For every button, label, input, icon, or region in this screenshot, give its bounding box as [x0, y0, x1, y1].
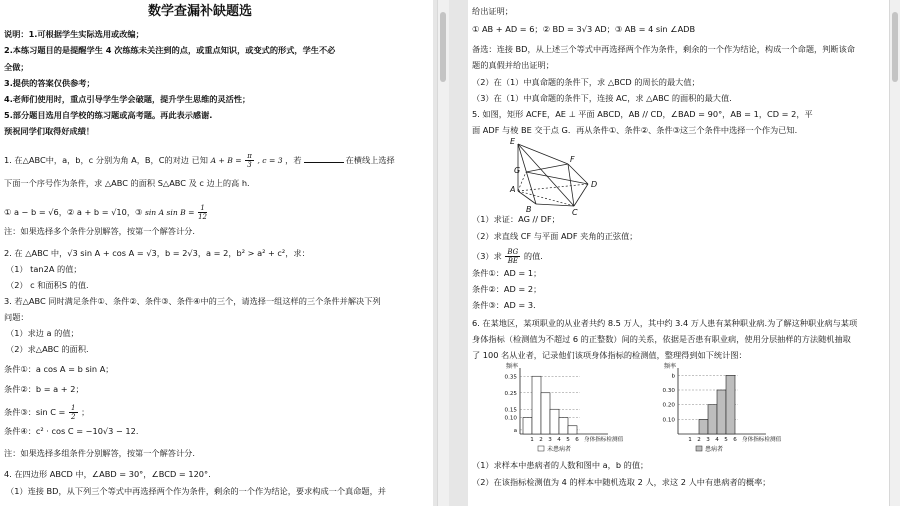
edge-ac — [518, 191, 574, 206]
q1-fraction — [245, 152, 254, 169]
q5-sub3-pre: （3）求 — [472, 251, 502, 261]
question-2: 2. 在 △ABC 中，√3 sin A + cos A = √3，b = 2√3，a = 2，b² > a² + c²，求： — [4, 248, 310, 258]
edge-ad — [518, 184, 588, 191]
legend-label: 未患病者 — [547, 446, 572, 453]
geometry-figure — [496, 136, 611, 216]
edge-ef — [518, 144, 568, 164]
note-line: 说明：1.可根据学生实际选用或改编； — [4, 29, 144, 39]
q6-sub1: （1）求样本中患病者的人数和图中 a，b 的值； — [472, 460, 649, 470]
document-page-right — [468, 0, 900, 506]
page-title: 数学查漏补缺题选 — [148, 4, 253, 19]
x-tick-label: 2 — [697, 437, 701, 443]
r-line: （3）在（1）中真命题的条件下，连接 AC，求 △ABC 的面积的最大值. — [472, 93, 732, 103]
q6-line3: 了 100 名从业者，记录他们该项身体指标的检测值，整理得到如下统计图： — [472, 350, 747, 360]
q3-c3-den: 2 — [71, 413, 76, 421]
q1-tail: 在横线上选择 — [345, 155, 395, 165]
histogram-patients — [654, 362, 824, 458]
q3-c3-pre: 条件③：sin C = — [4, 407, 66, 417]
question-5: 5. 如图，矩形 ACFE，AE ⊥ 平面 ABCD，AB // CD，∠BAD = 90°，AB = 1，CD = 2，平 — [472, 109, 813, 119]
edge-gf — [526, 164, 568, 172]
note-line: 5.部分题目选用自学校的练习题或高考题。再此表示感谢. — [4, 110, 213, 120]
histogram-healthy — [496, 362, 666, 458]
q3-condition-4: 条件④：c² · cos C = −10√3 − 12. — [4, 426, 139, 436]
y-tick-label: b — [671, 373, 675, 380]
q3-note: 注：如果选择多组条件分别解答，按第一个解答计分. — [4, 448, 195, 458]
edge-fc — [568, 164, 574, 206]
y-tick-label: 0.10 — [662, 417, 675, 424]
q5-line2: 面 ADF 与棱 BE 交于点 G．再从条件①、条件②、条件③这三个条件中选择一个作为已知. — [472, 125, 798, 135]
q1-opt3-num: 1 — [198, 204, 207, 213]
edge-eb — [518, 144, 536, 204]
edge-cd — [574, 184, 588, 206]
scrollbar-left[interactable] — [437, 0, 449, 506]
q5-sub2: （2）求直线 CF 与平面 ADF 夹角的正弦值； — [472, 231, 638, 241]
q5-condition-2: 条件②：AD = 2； — [472, 284, 542, 294]
q1-frac-num: π — [247, 152, 252, 160]
q5-sub1: （1）求证：AG // DF； — [472, 214, 560, 224]
q5-sub3-fraction — [505, 248, 520, 265]
question-6: 6. 在某地区，某项职业的从业者共约 8.5 万人，其中约 3.4 万人患有某种职业病.为了解这种职业病与某项 — [472, 318, 858, 328]
y-tick-label: a — [513, 427, 517, 434]
q1-mid: ，若 — [285, 155, 302, 165]
q1-opt3: sin A sin B = — [144, 208, 195, 217]
q3-sub2: （2）求△ABC 的面积. — [6, 344, 89, 354]
q5-condition-1: 条件①：AD = 1； — [472, 268, 542, 278]
note-line: 2.本练习题目的是提醒学生 4 次练练未关注到的点，或重点知识，或变式的形式，学生不必 — [4, 45, 336, 55]
x-tick-label: 5 — [724, 437, 728, 443]
x-tick-label: 1 — [688, 437, 692, 443]
x-tick-label: 3 — [706, 437, 710, 443]
x-axis-label: 身体指标检测值 — [742, 437, 782, 443]
note-line: 3.提供的答案仅供参考； — [4, 78, 95, 88]
q3-condition-3 — [4, 404, 89, 421]
y-tick-label: 0.15 — [504, 407, 517, 414]
y-tick-label: 0.30 — [662, 388, 675, 394]
q1-opt3-fraction — [198, 204, 207, 221]
q1-note: 注：如果选择多个条件分别解答，按第一个解答计分. — [4, 226, 195, 236]
y-axis-label: 频率 — [506, 363, 519, 370]
q3-c3-post: ； — [81, 407, 90, 417]
q1-options — [4, 204, 208, 221]
vertex-label: C — [572, 208, 578, 216]
q3-condition-1: 条件①：a cos A = b sin A； — [4, 364, 114, 374]
histogram-bar — [541, 393, 550, 434]
edge-ab — [518, 191, 536, 204]
r-line: 给出证明； — [472, 6, 513, 16]
q6-sub2: （2）在该指标检测值为 4 的样本中随机选取 2 人，求这 2 人中有患病者的概率； — [472, 477, 771, 487]
r-line: ① AB + AD = 6；② BD = 3√3 AD；③ AB = 4 sin ∠ADB — [472, 24, 696, 34]
q2-sub1: （1） tan2A 的值； — [6, 264, 82, 274]
x-tick-label: 1 — [530, 437, 534, 443]
question-1 — [4, 152, 395, 169]
vertex-label: D — [591, 180, 598, 189]
scrollbar-thumb[interactable] — [892, 12, 898, 82]
r-line: 题的真假并给出证明； — [472, 60, 554, 70]
q1-opt1: ① a − b = √6，② a + b = √10，③ — [4, 207, 143, 217]
scrollbar-thumb[interactable] — [440, 12, 446, 82]
vertex-label: G — [514, 166, 521, 175]
question-4: 4. 在四边形 ABCD 中，∠ABD = 30°，∠BCD = 120°. — [4, 469, 211, 479]
y-tick-label: 0.10 — [504, 415, 517, 422]
vertex-label: A — [510, 185, 516, 194]
q1-opt3-den: 12 — [198, 213, 208, 221]
legend-swatch — [696, 446, 702, 451]
q5-sub3-post: 的值. — [523, 251, 543, 261]
q5-sub3 — [472, 248, 543, 265]
note-line: 全做； — [4, 62, 29, 72]
x-axis-label: 身体指标检测值 — [584, 437, 624, 443]
y-tick-label: 0.20 — [662, 402, 675, 409]
x-tick-label: 5 — [566, 437, 570, 443]
q5-condition-3: 条件③：AD = 3． — [472, 300, 542, 310]
histogram-bar — [550, 409, 559, 434]
x-tick-label: 6 — [575, 437, 579, 443]
answer-blank — [304, 162, 344, 163]
histogram-bar — [708, 405, 717, 434]
legend-label: 患病者 — [705, 446, 724, 453]
vertex-label: E — [510, 137, 516, 146]
q3-condition-2: 条件②：b = a + 2； — [4, 384, 84, 394]
q6-line2: 身体指标（检测值为不超过 6 的正整数）间的关系，依据是否患有职业病，使用分层抽样的方法随机抽取 — [472, 334, 851, 344]
q5-sub3-den: BE — [507, 257, 518, 265]
document-page-left — [0, 0, 433, 506]
vertex-label: B — [526, 205, 532, 214]
q1-condition-2: , c = 3 — [257, 156, 283, 165]
y-axis-label: 频率 — [664, 363, 677, 370]
x-tick-label: 4 — [715, 437, 719, 443]
q1-frac-den: 3 — [247, 161, 252, 169]
q1-condition: A + B = — [210, 156, 242, 165]
vertex-label: F — [570, 155, 575, 164]
x-tick-label: 3 — [548, 437, 552, 443]
legend-swatch — [538, 446, 544, 451]
q1-prefix: 1. 在△ABC中，a，b，c 分别为角 A，B，C的对边 已知 — [4, 155, 208, 165]
q2-sub2: （2） c 和面积S 的值. — [6, 280, 89, 290]
histogram-bar — [726, 375, 735, 434]
q3-line2: 问题： — [4, 312, 29, 322]
x-tick-label: 4 — [557, 437, 561, 443]
note-line: 预祝同学们取得好成绩！ — [4, 126, 95, 136]
q3-c3-num: 1 — [71, 404, 76, 412]
histogram-bar — [523, 418, 532, 435]
q4-line2: （1）连接 BD，从下列三个等式中再选择两个作为条件，剩余的一个作为结论，要求构成一个真命题，并 — [6, 486, 386, 496]
histogram-bar — [717, 390, 726, 434]
histogram-bar — [568, 426, 577, 434]
q3-sub1: （1）求边 a 的值； — [6, 328, 79, 338]
histogram-bar — [699, 419, 708, 434]
r-line: （2）在（1）中真命题的条件下，求 △BCD 的周长的最大值； — [472, 77, 700, 87]
note-line: 4.老师们使用时，重点引导学生学会破题，提升学生思维的灵活性； — [4, 94, 251, 104]
y-tick-label: 0.25 — [504, 390, 517, 397]
histogram-bar — [559, 418, 568, 435]
x-tick-label: 6 — [733, 437, 737, 443]
r-line: 备选：连接 BD，从上述三个等式中再选择两个作为条件，剩余的一个作为结论，构成一个命题，判断该命 — [472, 44, 855, 54]
question-3: 3. 若△ABC 同时满足条件①、条件②、条件③、条件④中的三个，请选择一组这样的三个条件并解决下列 — [4, 296, 381, 306]
y-tick-label: 0.35 — [504, 374, 517, 381]
scrollbar-right[interactable] — [889, 0, 900, 506]
histogram-bar — [532, 376, 541, 434]
edge-gd — [526, 172, 588, 184]
q5-sub3-num: BG — [507, 248, 519, 256]
x-tick-label: 2 — [539, 437, 543, 443]
q1-line2: 下面一个序号作为条件，求 △ABC 的面积 S△ABC 及 c 边上的高 h. — [4, 178, 250, 188]
q3-c3-fraction — [69, 404, 77, 421]
